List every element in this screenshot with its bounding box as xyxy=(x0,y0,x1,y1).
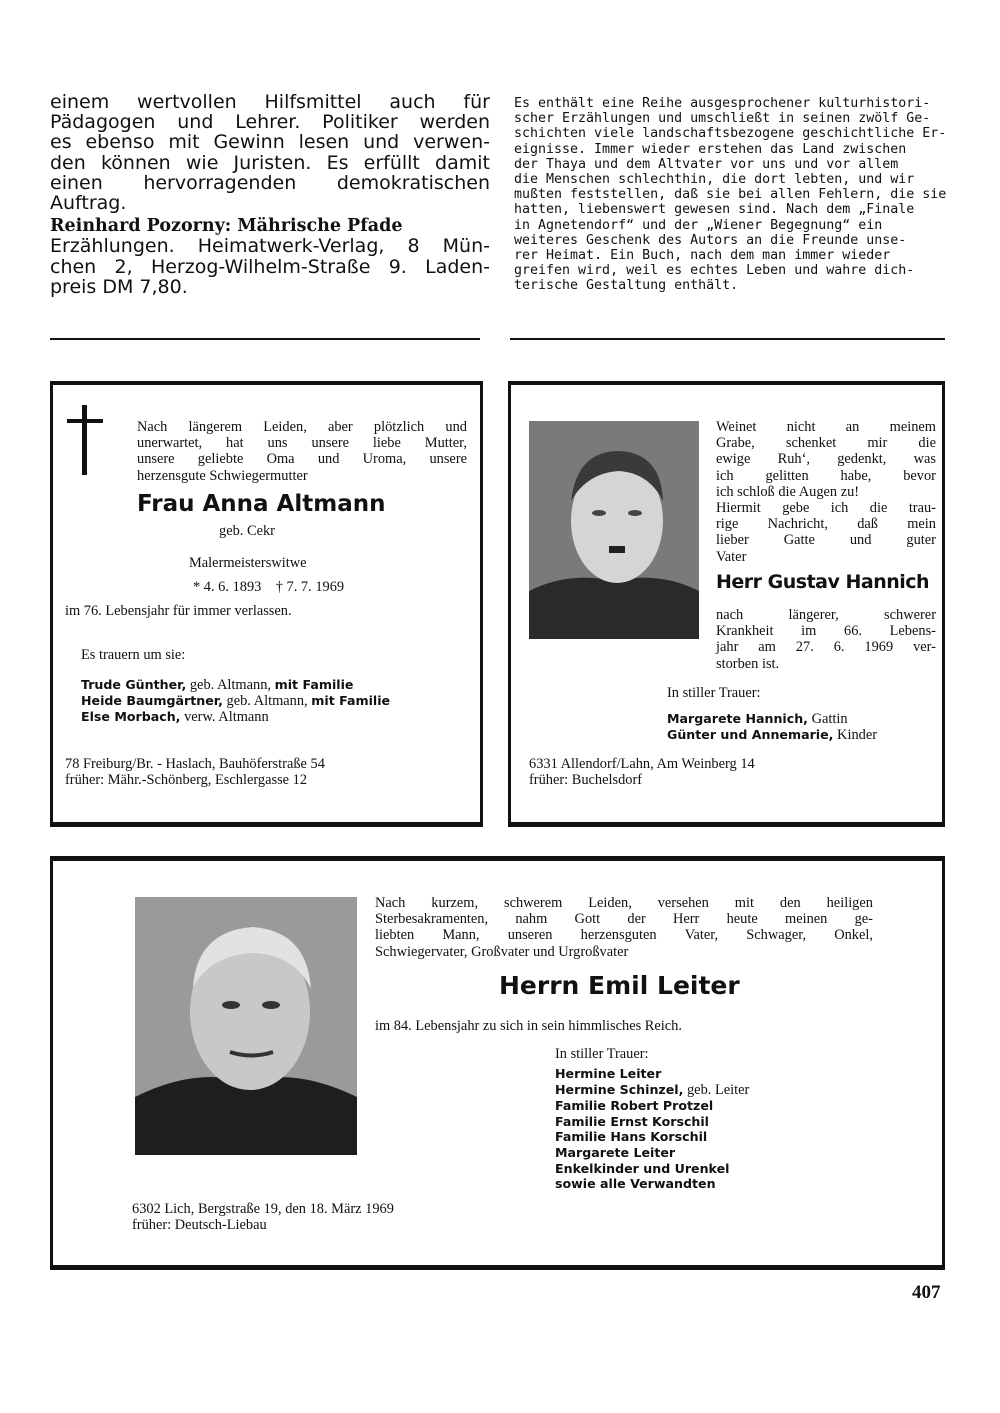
text-line: die Menschen schlechthin, die dort lebten, und wir xyxy=(514,172,915,188)
hannich-after xyxy=(716,607,936,672)
text-line: schichten viele landschaftsbezogene geschichtliche Er- xyxy=(514,126,947,142)
text-line: preis DM 7,80. xyxy=(50,275,188,298)
life-dates: * 4. 6. 1893 † 7. 7. 1969 xyxy=(193,579,345,595)
occupation: Malermeisterswitwe xyxy=(189,555,307,571)
book-review-right-column xyxy=(514,96,954,294)
text-line: lieber Gatte und guter xyxy=(716,532,936,549)
cross-icon xyxy=(61,405,107,475)
mourner-row: Günter und Annemarie, Kinder xyxy=(667,727,878,744)
text-line: ich schloß die Augen zu! xyxy=(716,483,860,500)
obituary-leiter xyxy=(50,856,945,1270)
text-line: in Agnetendorf“ und der „Wiener Begegnung“ ein xyxy=(514,217,883,233)
text-line: Sterbesakramenten, nahm Gott der Herr heute meinen ge- xyxy=(375,911,873,928)
mourner-row: Enkelkinder und Urenkel xyxy=(555,1160,730,1176)
text-line: greifen wird, weil es echtes Leben und wahre dich- xyxy=(514,263,915,279)
mourn-heading: In stiller Trauer: xyxy=(555,1046,649,1062)
mourner-row: Familie Hans Korschil xyxy=(555,1129,708,1145)
text-line: Hiermit gebe ich die trau- xyxy=(716,500,936,517)
former-address-line: früher: Deutsch-Liebau xyxy=(132,1217,267,1234)
text-line: herzensgute Schwiegermutter xyxy=(137,467,308,484)
text-line: ich gelitten habe, bevor xyxy=(716,467,936,484)
address-line: 78 Freiburg/Br. - Haslach, Bauhöferstraße 54 xyxy=(65,756,325,772)
text-line: jahr am 27. 6. 1969 ver- xyxy=(716,639,936,656)
text-line: unerwartet, hat uns unsere liebe Mutter, xyxy=(137,435,467,452)
text-line: scher Erzählungen und umschließt in seinen zwölf Ge- xyxy=(514,111,931,127)
text-line: hatten, liebenswert gewesen sind. Nach dem „Finale xyxy=(514,202,915,218)
mourner-row: Trude Günther, geb. Altmann, mit Familie xyxy=(81,677,354,693)
portrait-photo xyxy=(135,897,357,1155)
obituary-altmann xyxy=(50,381,483,827)
leiter-intro xyxy=(375,895,873,960)
deceased-name: Herr Gustav Hannich xyxy=(716,571,930,593)
text-line: rige Nachricht, daß mein xyxy=(716,516,936,533)
address-line: 6302 Lich, Bergstraße 19, den 18. März 1969 xyxy=(132,1201,394,1217)
book-review-left-column xyxy=(50,92,490,297)
text-line: terische Gestaltung enthält. xyxy=(514,278,739,294)
text-line: rer Heimat. Ein Buch, nach dem man immer wieder xyxy=(514,248,891,264)
text-line: den können wie Juristen. Es erfüllt damit xyxy=(50,151,490,174)
mourn-heading: Es trauern um sie: xyxy=(81,647,186,663)
altmann-intro xyxy=(137,419,467,484)
text-line: Vater xyxy=(716,548,747,565)
maiden-name: geb. Cekr xyxy=(219,523,275,539)
text-line: Es enthält eine Reihe ausgesprochener kulturhistori- xyxy=(514,96,931,111)
text-line: Schwiegervater, Großvater und Urgroßvater xyxy=(375,943,629,960)
mourners-list xyxy=(667,711,877,743)
text-line: chen 2, Herzog-Wilhelm-Straße 9. Laden- xyxy=(50,255,490,278)
age-line: im 84. Lebensjahr zu sich in sein himmlisches Reich. xyxy=(375,1018,682,1034)
mourner-row: Margarete Hannich, Gattin xyxy=(667,711,848,727)
text-line: nach längerer, schwerer xyxy=(716,607,936,623)
mourner-row: Else Morbach, verw. Altmann xyxy=(81,709,269,726)
altmann-address xyxy=(65,756,325,788)
text-line: liebten Mann, unseren herzensguten Vater, Schwager, Onkel, xyxy=(375,927,873,944)
mourn-heading: In stiller Trauer: xyxy=(667,685,761,701)
leiter-address xyxy=(132,1201,394,1233)
mourner-row: Margarete Leiter xyxy=(555,1144,676,1160)
text-line: einem wertvollen Hilfsmittel auch für xyxy=(50,91,490,113)
text-line: Erzählungen. Heimatwerk-Verlag, 8 Mün- xyxy=(50,235,490,258)
mourner-row: Hermine Schinzel, geb. Leiter xyxy=(555,1081,750,1098)
age-line: im 76. Lebensjahr für immer verlassen. xyxy=(65,603,292,619)
mourner-row: Hermine Leiter xyxy=(555,1066,662,1081)
hannich-verse xyxy=(716,419,936,565)
mourners-list xyxy=(555,1066,749,1192)
portrait-man-icon xyxy=(135,897,357,1155)
mourner-row: Familie Ernst Korschil xyxy=(555,1113,710,1129)
former-address-line: früher: Mähr.-Schönberg, Eschlergasse 12 xyxy=(65,772,308,789)
text-line: Grabe, schenket mir die xyxy=(716,435,936,452)
text-line: der Thaya und dem Altvater vor uns und vor allem xyxy=(514,156,899,172)
mourners-list xyxy=(81,677,390,726)
text-line: es ebenso mit Gewinn lesen und verwen- xyxy=(50,131,490,154)
book-title: Reinhard Pozorny: Mährische Pfade xyxy=(50,216,403,237)
text-line: eignisse. Immer wieder erstehen das Land zwischen xyxy=(514,141,907,157)
hannich-address xyxy=(529,756,755,788)
text-line: Nach kurzem, schwerem Leiden, versehen mit den heiligen xyxy=(375,895,873,911)
former-address-line: früher: Buchelsdorf xyxy=(529,772,643,789)
text-line: einen hervorragenden demokratischen xyxy=(50,171,490,194)
obituary-hannich xyxy=(508,381,945,827)
text-line: Nach längerem Leiden, aber plötzlich und xyxy=(137,419,467,435)
portrait-man-icon xyxy=(529,421,699,639)
text-line: ewige Ruh‘, gedenkt, was xyxy=(716,451,936,468)
text-line: Weinet nicht an meinem xyxy=(716,419,936,435)
deceased-name: Herrn Emil Leiter xyxy=(499,971,740,1000)
text-line: storben ist. xyxy=(716,655,780,672)
text-line: Pädagogen und Lehrer. Politiker werden xyxy=(50,111,490,134)
mourner-row: sowie alle Verwandten xyxy=(555,1176,716,1192)
separator-rule xyxy=(50,338,480,340)
text-line: Krankheit im 66. Lebens- xyxy=(716,623,936,640)
deceased-name: Frau Anna Altmann xyxy=(137,491,386,517)
address-line: 6331 Allendorf/Lahn, Am Weinberg 14 xyxy=(529,756,755,772)
separator-rule xyxy=(510,338,945,340)
portrait-photo xyxy=(529,421,699,639)
mourner-row: Familie Robert Protzel xyxy=(555,1098,714,1114)
text-line: mußten feststellen, daß sie bei allen Fehlern, die sie xyxy=(514,187,947,203)
text-line: Auftrag. xyxy=(50,192,127,215)
mourner-row: Heide Baumgärtner, geb. Altmann, mit Familie xyxy=(81,693,391,710)
text-line: weiteres Geschenk des Autors an die Freunde unse- xyxy=(514,232,907,248)
page-number: 407 xyxy=(912,1282,941,1303)
text-line: unsere geliebte Oma und Uroma, unsere xyxy=(137,451,467,468)
